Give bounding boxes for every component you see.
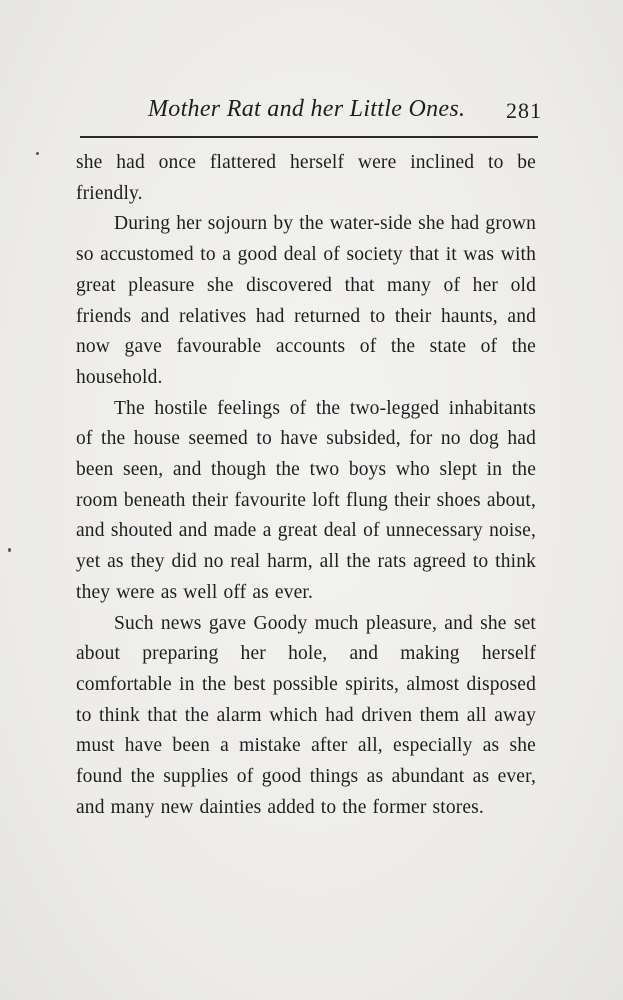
paragraph: Such news gave Goody much pleasure, and she set about preparing her hole, and making herself comfortable in the best possible spirits, almost disposed to think that the alarm which had driven them all away must have been a mistake after all, especially as she found the supplies of good things as abundant as ever, and many new dainties added to the former stores. bbox=[76, 612, 536, 818]
page-number: 281 bbox=[506, 98, 542, 123]
running-head bbox=[86, 96, 542, 130]
body-text bbox=[76, 148, 536, 823]
header-rule bbox=[80, 136, 538, 138]
paragraph: During her sojourn by the water-side she had grown so accustomed to a good deal of society that it was with great pleasure she discovered that many of her old friends and relatives had returned to their haunts, and now gave favourable accounts of the state of the household. bbox=[76, 213, 536, 388]
print-speck bbox=[8, 548, 11, 552]
running-title: Mother Rat and her Little Ones. bbox=[148, 96, 466, 122]
paragraph-continued: she had once flattered herself were inclined to be friendly. bbox=[76, 152, 536, 204]
paragraph: The hostile feelings of the two-legged inhabitants of the house seemed to have subsided, for no dog had been seen, and though the two boys who slept in the room beneath their favourite loft flung their shoes about, and shouted and made a great deal of unnecessary noise, yet as they did no real harm, all the rats agreed to think they were as well off as ever. bbox=[76, 397, 536, 603]
print-speck bbox=[36, 152, 39, 155]
